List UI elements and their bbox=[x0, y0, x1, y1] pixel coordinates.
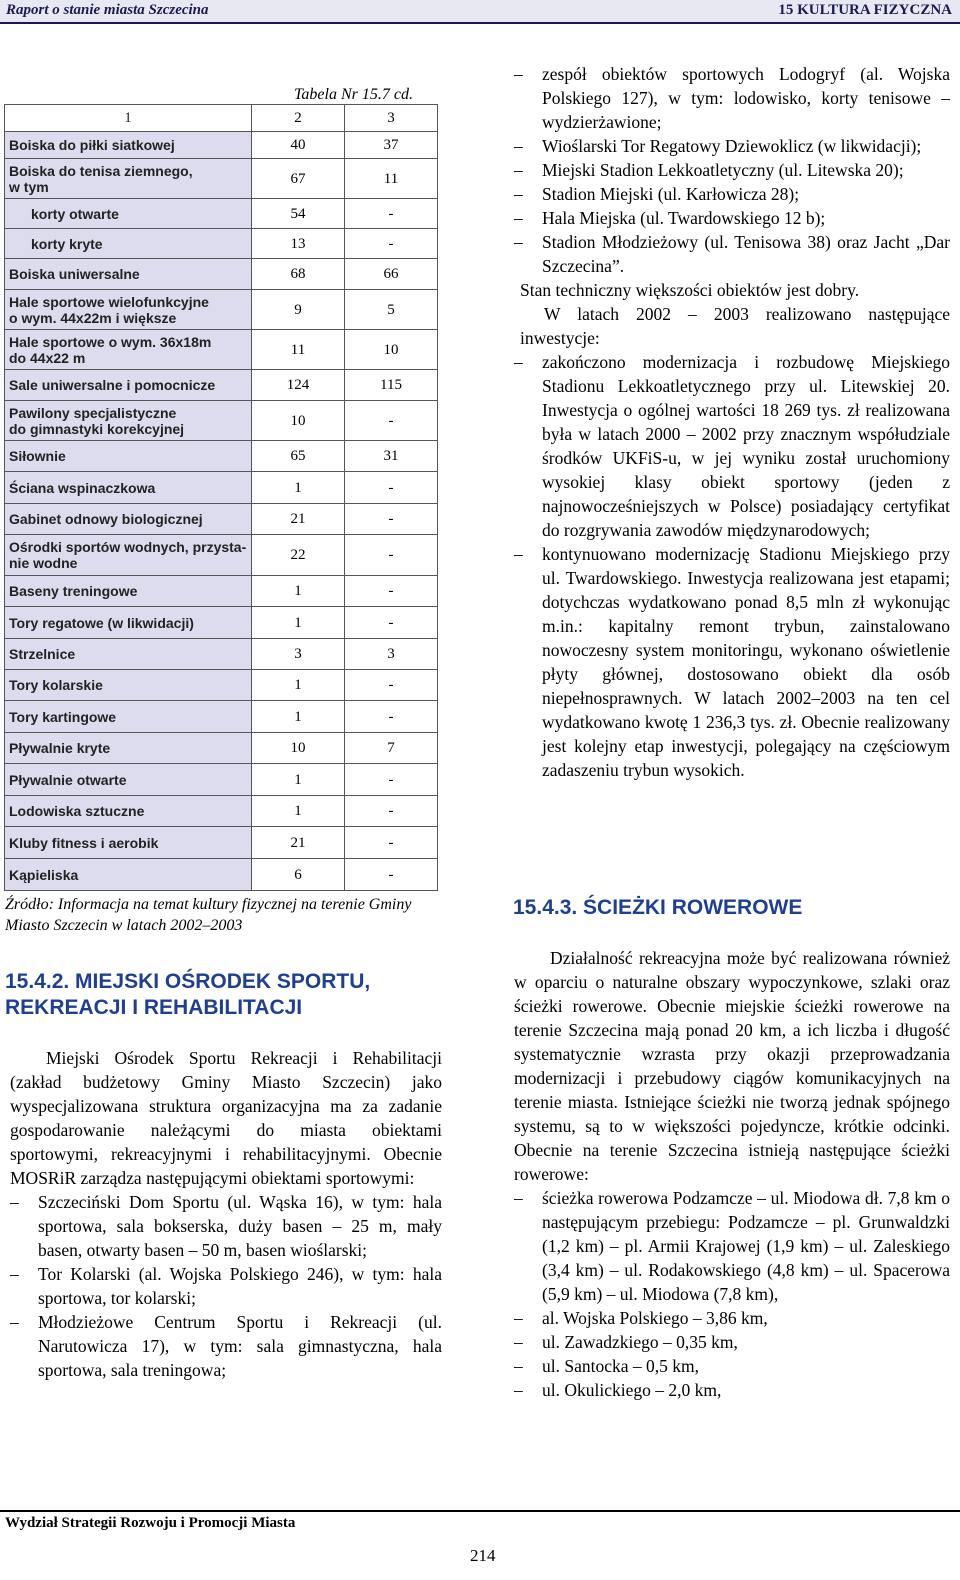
table-cell-col2: 68 bbox=[252, 259, 345, 290]
facility-list-item-text: Tor Kolarski (al. Wojska Polskiego 246), w tym: hala sportowa, tor kolarski; bbox=[38, 1264, 442, 1308]
facility-list-item bbox=[514, 182, 950, 206]
bike-paths-list bbox=[514, 1186, 950, 1402]
table-cell-col2: 1 bbox=[252, 472, 345, 504]
dash-bullet-icon: – bbox=[514, 64, 523, 84]
table-cell-col3: 10 bbox=[345, 330, 438, 370]
bike-path-list-item-text: ul. Okulickiego – 2,0 km, bbox=[542, 1380, 722, 1400]
section-heading-mosir-line1: 15.4.2. MIEJSKI OŚRODEK SPORTU, bbox=[5, 970, 371, 993]
table-cell-col2: 10 bbox=[252, 401, 345, 441]
table-cell-col3: - bbox=[345, 504, 438, 535]
table-row bbox=[5, 401, 438, 441]
bike-path-list-item bbox=[514, 1186, 950, 1306]
table-cell-facility: Pawilony specjalistyczne do gimnastyki korekcyjnej bbox=[5, 401, 252, 441]
dash-bullet-icon: – bbox=[514, 208, 523, 228]
section-heading-mosir bbox=[5, 969, 445, 1021]
table-cell-col2: 11 bbox=[252, 330, 345, 370]
table-cell-facility: Sale uniwersalne i pomocnicze bbox=[5, 370, 252, 401]
facility-list-item bbox=[514, 134, 950, 158]
footer-department: Wydział Strategii Rozwoju i Promocji Miasta bbox=[5, 1515, 296, 1531]
table-cell-facility: Lodowiska sztuczne bbox=[5, 796, 252, 827]
table-cell-facility: Baseny treningowe bbox=[5, 576, 252, 607]
header-report-title: Raport o stanie miasta Szczecina bbox=[6, 2, 209, 18]
section-heading-mosir-line2: REKREACJI I REHABILITACJI bbox=[5, 996, 303, 1019]
investment-list-item-text: kontynuowano modernizację Stadionu Miejskiego przy ul. Twardowskiego. Inwestycja realizowana jest etapami; dotychczas wydatkowano ponad 8,5 mln zł wykonując m.in.: kapitalny remont trybun, zainstalowano nowoczesny system monitoringu, wykonano oświetlenie płyty głównej, dostosowano obiekt dla osób niepełnosprawnych. W latach 2002–2003 na ten cel wydatkowano kwotę 1 236,3 tys. zł. Obecnie realizowany jest kolejny etap inwestycji, polegający na częściowym zadaszeniu trybun wysokich. bbox=[542, 544, 950, 780]
bike-path-list-item-text: al. Wojska Polskiego – 3,86 km, bbox=[542, 1308, 768, 1328]
table-cell-col2: 1 bbox=[252, 796, 345, 827]
dash-bullet-icon: – bbox=[10, 1312, 19, 1332]
bike-path-list-item bbox=[514, 1330, 950, 1354]
table-cell-facility: Boiska do tenisa ziemnego, w tym bbox=[5, 159, 252, 199]
table-cell-col3: - bbox=[345, 859, 438, 891]
table-cell-col3: - bbox=[345, 401, 438, 441]
table-cell-facility: Tory kartingowe bbox=[5, 701, 252, 733]
table-row bbox=[5, 229, 438, 259]
facility-list-item bbox=[514, 62, 950, 134]
table-cell-col3: - bbox=[345, 229, 438, 259]
table-header-row bbox=[5, 105, 438, 132]
bike-paths-text bbox=[514, 946, 950, 1402]
facility-list-item bbox=[10, 1262, 442, 1310]
table-header-col3: 3 bbox=[345, 105, 438, 132]
table-cell-col3: 11 bbox=[345, 159, 438, 199]
table-row bbox=[5, 441, 438, 472]
dash-bullet-icon: – bbox=[514, 1308, 523, 1328]
table-cell-col3: 5 bbox=[345, 290, 438, 330]
left-column-text bbox=[10, 1046, 442, 1382]
table-row bbox=[5, 535, 438, 576]
table-cell-col2: 22 bbox=[252, 535, 345, 576]
table-cell-facility: Tory kolarskie bbox=[5, 670, 252, 701]
table-cell-col3: 37 bbox=[345, 132, 438, 159]
dash-bullet-icon: – bbox=[10, 1192, 19, 1212]
table-cell-col3: - bbox=[345, 472, 438, 504]
table-cell-col2: 40 bbox=[252, 132, 345, 159]
table-caption: Tabela Nr 15.7 cd. bbox=[294, 86, 413, 103]
table-row bbox=[5, 259, 438, 290]
table-cell-facility: Pływalnie otwarte bbox=[5, 764, 252, 796]
table-row bbox=[5, 670, 438, 701]
facility-list-item-text: Młodzieżowe Centrum Sportu i Rekreacji (ul. Narutowicza 17), w tym: sala gimnastyczna, hala sportowa, sala treningowa; bbox=[38, 1312, 442, 1380]
table-cell-col2: 124 bbox=[252, 370, 345, 401]
facility-list-item bbox=[514, 206, 950, 230]
table-cell-facility: Hale sportowe wielofunkcyjne o wym. 44x22m i większe bbox=[5, 290, 252, 330]
table-cell-col2: 1 bbox=[252, 576, 345, 607]
dash-bullet-icon: – bbox=[514, 1380, 523, 1400]
table-cell-facility: Tory regatowe (w likwidacji) bbox=[5, 607, 252, 639]
table-cell-facility: Kąpieliska bbox=[5, 859, 252, 891]
dash-bullet-icon: – bbox=[514, 184, 523, 204]
investments-intro-text: W latach 2002 – 2003 realizowano następujące inwestycje: bbox=[520, 304, 950, 348]
table-cell-facility: Ściana wspinaczkowa bbox=[5, 472, 252, 504]
table-cell-col2: 65 bbox=[252, 441, 345, 472]
table-row bbox=[5, 607, 438, 639]
dash-bullet-icon: – bbox=[514, 160, 523, 180]
table-cell-col3: 66 bbox=[345, 259, 438, 290]
table-cell-col2: 1 bbox=[252, 701, 345, 733]
investment-list-item bbox=[514, 542, 950, 782]
table-cell-facility: Ośrodki sportów wodnych, przysta- nie wodne bbox=[5, 535, 252, 576]
facility-list-item-text: Miejski Stadion Lekkoatletyczny (ul. Litewska 20); bbox=[542, 160, 904, 180]
facility-list-item-text: Stadion Młodzieżowy (ul. Tenisowa 38) oraz Jacht „Dar Szczecina”. bbox=[542, 232, 950, 276]
table-cell-facility: Siłownie bbox=[5, 441, 252, 472]
dash-bullet-icon: – bbox=[514, 1188, 523, 1208]
table-row bbox=[5, 639, 438, 670]
header-chapter-title: 15 KULTURA FIZYCZNA bbox=[778, 2, 952, 18]
dash-bullet-icon: – bbox=[514, 136, 523, 156]
right-column-text bbox=[514, 62, 950, 782]
dash-bullet-icon: – bbox=[514, 1332, 523, 1352]
table-row bbox=[5, 132, 438, 159]
table-row bbox=[5, 504, 438, 535]
facility-list-item bbox=[10, 1190, 442, 1262]
table-row bbox=[5, 859, 438, 891]
table-cell-col2: 54 bbox=[252, 199, 345, 229]
table-cell-facility: korty otwarte bbox=[5, 199, 252, 229]
table-cell-col2: 6 bbox=[252, 859, 345, 891]
section-heading-bike-paths: 15.4.3. ŚCIEŻKI ROWEROWE bbox=[513, 896, 803, 919]
table-cell-col3: 115 bbox=[345, 370, 438, 401]
table-row bbox=[5, 159, 438, 199]
table-row bbox=[5, 290, 438, 330]
facility-list-item-text: Szczeciński Dom Sportu (ul. Wąska 16), w tym: hala sportowa, sala bokserska, duży basen – 25 m, mały basen, otwarty basen – 50 m, basen wioślarski; bbox=[38, 1192, 442, 1260]
dash-bullet-icon: – bbox=[514, 544, 523, 564]
table-cell-col3: 31 bbox=[345, 441, 438, 472]
table-cell-facility: Gabinet odnowy biologicznej bbox=[5, 504, 252, 535]
table-cell-col3: - bbox=[345, 827, 438, 859]
bike-paths-intro-paragraph: Działalność rekreacyjna może być realizowana również w oparciu o naturalne obszary wypoczynkowe, szlaki oraz ścieżki rowerowe. Obecnie miejskie ścieżki rowerowe na terenie Szczecina mają ponad 20 km, a ich liczba i długość systematycznie wzrasta przy okazji przeprowadzania modernizacji i przebudowy ciągów komunikacyjnych na terenie miasta. Istniejące ścieżki nie tworzą jednak spójnego systemu, są to w większości pojedyncze, krótkie odcinki. Obecnie na terenie Szczecina istnieją następujące ścieżki rowerowe: bbox=[514, 948, 950, 1184]
table-cell-col2: 21 bbox=[252, 504, 345, 535]
table-cell-col3: 7 bbox=[345, 733, 438, 764]
bike-path-list-item-text: ścieżka rowerowa Podzamcze – ul. Miodowa dł. 7,8 km o następującym przebiegu: Podzamcze – pl. Grunwaldzki (1,2 km) – pl. Armii Krajowej (1,9 km) – ul. Zaleskiego (3,4 km) – ul. Rodakowskiego (4,8 km) – ul. Spacerowa (5,9 km) – ul. Miodowa (7,8 km), bbox=[542, 1188, 950, 1304]
table-cell-facility: Strzelnice bbox=[5, 639, 252, 670]
table-cell-col2: 1 bbox=[252, 764, 345, 796]
table-cell-facility: Boiska uniwersalne bbox=[5, 259, 252, 290]
running-header bbox=[0, 0, 960, 24]
table-header-col2: 2 bbox=[252, 105, 345, 132]
table-cell-facility: Kluby fitness i aerobik bbox=[5, 827, 252, 859]
bike-path-list-item bbox=[514, 1306, 950, 1330]
investment-list-item-text: zakończono modernizacja i rozbudowę Miejskiego Stadionu Lekkoatletycznego przy ul. Litewskiej 20. Inwestycja o ogólnej wartości 18 269 tys. zł realizowana była w latach 2000 – 2002 przy znacznym współudziale środków UKFiS-u, w jej wyniku został uruchomiony wysokiej klasy obiekt sportowy (jeden z najnowocześniejszych w Polsce) posiadający certyfikat do rozgrywania zawodów międzynarodowych; bbox=[542, 352, 950, 540]
table-row bbox=[5, 701, 438, 733]
table-cell-facility: Boiska do piłki siatkowej bbox=[5, 132, 252, 159]
table-row bbox=[5, 370, 438, 401]
table-source-note: Źródło: Informacja na temat kultury fizycznej na terenie Gminy Miasto Szczecin w latach 2002–2003 bbox=[5, 896, 412, 934]
table-header-col1: 1 bbox=[5, 105, 252, 132]
dash-bullet-icon: – bbox=[514, 1356, 523, 1376]
table-row bbox=[5, 827, 438, 859]
table-cell-facility: Pływalnie kryte bbox=[5, 733, 252, 764]
footer-rule bbox=[0, 1510, 960, 1512]
facility-list-item bbox=[514, 158, 950, 182]
facilities-table bbox=[4, 104, 438, 891]
bike-path-list-item-text: ul. Zawadzkiego – 0,35 km, bbox=[542, 1332, 738, 1352]
mosir-intro-paragraph: Miejski Ośrodek Sportu Rekreacji i Rehabilitacji (zakład budżetowy Gminy Miasto Szczecin) jako wyspecjalizowana struktura organizacyjna ma za zadanie gospodarowanie należącymi do miasta obiektami sportowymi, rekreacyjnymi i rehabilitacyjnymi. Obecnie MOSRiR zarządza następującymi obiektami sportowymi: bbox=[10, 1048, 442, 1188]
facility-list-item bbox=[10, 1310, 442, 1382]
facility-list-item bbox=[514, 230, 950, 278]
bike-path-list-item bbox=[514, 1354, 950, 1378]
table-cell-col2: 3 bbox=[252, 639, 345, 670]
table-row bbox=[5, 472, 438, 504]
table-cell-col2: 67 bbox=[252, 159, 345, 199]
table-row bbox=[5, 764, 438, 796]
table-cell-col3: - bbox=[345, 199, 438, 229]
table-cell-col2: 1 bbox=[252, 670, 345, 701]
table-cell-col3: - bbox=[345, 701, 438, 733]
bike-path-list-item bbox=[514, 1378, 950, 1402]
dash-bullet-icon: – bbox=[514, 232, 523, 252]
investment-list-item bbox=[514, 350, 950, 542]
investments-list bbox=[514, 350, 950, 782]
facility-list-item-text: Wioślarski Tor Regatowy Dziewoklicz (w likwidacji); bbox=[542, 136, 922, 156]
table-row bbox=[5, 199, 438, 229]
table-cell-col3: - bbox=[345, 796, 438, 827]
table-row bbox=[5, 330, 438, 370]
table-row bbox=[5, 733, 438, 764]
table-cell-col2: 1 bbox=[252, 607, 345, 639]
table-row bbox=[5, 576, 438, 607]
table-cell-col3: - bbox=[345, 607, 438, 639]
technical-state-text: Stan techniczny większości obiektów jest dobry. bbox=[520, 280, 860, 300]
table-cell-col2: 10 bbox=[252, 733, 345, 764]
table-cell-facility: Hale sportowe o wym. 36x18m do 44x22 m bbox=[5, 330, 252, 370]
facility-list-item-text: zespół obiektów sportowych Lodogryf (al. Wojska Polskiego 127), w tym: lodowisko, korty tenisowe – wydzierżawione; bbox=[542, 64, 950, 132]
table-cell-col2: 13 bbox=[252, 229, 345, 259]
table-row bbox=[5, 796, 438, 827]
table-cell-col2: 9 bbox=[252, 290, 345, 330]
mosir-facility-list-right bbox=[514, 62, 950, 278]
page-number: 214 bbox=[470, 1546, 496, 1565]
dash-bullet-icon: – bbox=[10, 1264, 19, 1284]
mosir-facility-list-left bbox=[10, 1190, 442, 1382]
bike-path-list-item-text: ul. Santocka – 0,5 km, bbox=[542, 1356, 699, 1376]
dash-bullet-icon: – bbox=[514, 352, 523, 372]
table-cell-col3: - bbox=[345, 764, 438, 796]
table-cell-col2: 21 bbox=[252, 827, 345, 859]
table-cell-col3: - bbox=[345, 576, 438, 607]
table-cell-col3: - bbox=[345, 670, 438, 701]
table-cell-col3: - bbox=[345, 535, 438, 576]
facility-list-item-text: Hala Miejska (ul. Twardowskiego 12 b); bbox=[542, 208, 826, 228]
facility-list-item-text: Stadion Miejski (ul. Karłowicza 28); bbox=[542, 184, 800, 204]
table-cell-col3: 3 bbox=[345, 639, 438, 670]
table-cell-facility: korty kryte bbox=[5, 229, 252, 259]
